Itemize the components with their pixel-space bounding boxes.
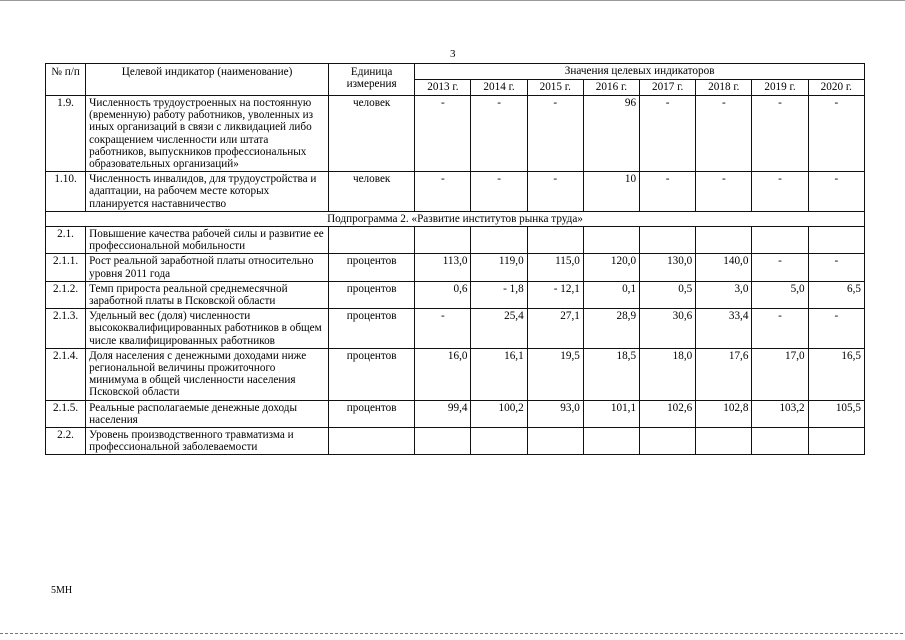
row-number: 2.1.4. [46, 348, 86, 400]
indicator-name: Повышение качества рабочей силы и развитие ее профессиональной мобильности [86, 227, 329, 254]
indicator-value: 10 [583, 172, 639, 212]
scan-edge-bottom [0, 633, 905, 634]
table-row [46, 400, 865, 427]
unit-of-measure: процентов [329, 400, 415, 427]
indicator-value [583, 428, 639, 455]
indicator-name: Рост реальной заработной платы относительно уровня 2011 года [86, 254, 329, 281]
indicator-value [808, 428, 864, 455]
unit-of-measure: человек [329, 96, 415, 172]
indicator-value: 100,2 [471, 400, 527, 427]
indicator-value: - [415, 172, 471, 212]
indicator-value: - [808, 96, 864, 172]
indicator-value: 18,5 [583, 348, 639, 400]
header-unit: Единица измерения [329, 64, 415, 96]
row-number: 1.10. [46, 172, 86, 212]
indicator-value: - [527, 172, 583, 212]
indicator-value: - [752, 309, 808, 349]
indicator-value: 99,4 [415, 400, 471, 427]
scan-edge-top [0, 0, 905, 1]
indicator-value: - [640, 172, 696, 212]
row-number: 2.1. [46, 227, 86, 254]
table-row [46, 96, 865, 172]
indicator-value [415, 227, 471, 254]
indicators-table [45, 63, 865, 455]
indicator-value: 101,1 [583, 400, 639, 427]
section-title: Подпрограмма 2. «Развитие институтов рынка труда» [46, 211, 865, 226]
indicator-value: 6,5 [808, 281, 864, 308]
indicator-value: - [808, 172, 864, 212]
indicator-name: Темп прироста реальной среднемесячной заработной платы в Псковской области [86, 281, 329, 308]
indicator-value: 102,8 [696, 400, 752, 427]
indicator-value: 0,5 [640, 281, 696, 308]
header-num: № п/п [46, 64, 86, 96]
indicator-value: 16,1 [471, 348, 527, 400]
indicator-value: 93,0 [527, 400, 583, 427]
table-row [46, 309, 865, 349]
indicator-value: 102,6 [640, 400, 696, 427]
indicator-value [471, 227, 527, 254]
row-number: 2.1.1. [46, 254, 86, 281]
indicator-value: 0,1 [583, 281, 639, 308]
table-row [46, 254, 865, 281]
indicator-value: 105,5 [808, 400, 864, 427]
header-values: Значения целевых индикаторов [415, 64, 865, 80]
unit-of-measure: человек [329, 172, 415, 212]
indicator-value: - [752, 172, 808, 212]
indicator-value: 3,0 [696, 281, 752, 308]
indicator-name: Удельный вес (доля) численности высококвалифицированных работников в общем числе квалифицированных работников [86, 309, 329, 349]
indicator-value: - [752, 96, 808, 172]
indicator-value: - [808, 254, 864, 281]
indicator-value: - 1,8 [471, 281, 527, 308]
indicator-value: - 12,1 [527, 281, 583, 308]
indicator-value [640, 428, 696, 455]
indicator-value: 113,0 [415, 254, 471, 281]
row-number: 1.9. [46, 96, 86, 172]
row-number: 2.1.2. [46, 281, 86, 308]
indicator-value: 30,6 [640, 309, 696, 349]
indicator-value: 115,0 [527, 254, 583, 281]
indicator-value: 120,0 [583, 254, 639, 281]
page-number: 3 [450, 48, 456, 60]
indicator-value: - [415, 309, 471, 349]
indicator-value: 119,0 [471, 254, 527, 281]
indicator-value [471, 428, 527, 455]
indicator-name: Численность трудоустроенных на постоянную (временную) работу работников, уволенных из иных организаций в связи с ликвидацией либо сокращением численности или штата работников, выпускников профессиональных образовательных организаций» [86, 96, 329, 172]
indicator-value: 5,0 [752, 281, 808, 308]
section-row [46, 211, 865, 226]
table-row [46, 348, 865, 400]
indicator-value: 17,6 [696, 348, 752, 400]
indicator-value: 19,5 [527, 348, 583, 400]
indicator-value: 27,1 [527, 309, 583, 349]
indicator-value [527, 428, 583, 455]
indicator-value: 96 [583, 96, 639, 172]
indicator-value: 25,4 [471, 309, 527, 349]
unit-of-measure: процентов [329, 254, 415, 281]
indicator-value: - [415, 96, 471, 172]
unit-of-measure: процентов [329, 309, 415, 349]
indicator-value [583, 227, 639, 254]
indicator-name: Уровень производственного травматизма и профессиональной заболеваемости [86, 428, 329, 455]
table-row [46, 227, 865, 254]
indicator-value: 18,0 [640, 348, 696, 400]
indicator-value: 16,0 [415, 348, 471, 400]
indicator-name: Реальные располагаемые денежные доходы населения [86, 400, 329, 427]
header-year: 2013 г. [415, 80, 471, 96]
indicator-value: - [696, 96, 752, 172]
indicator-value [808, 227, 864, 254]
header-year: 2016 г. [583, 80, 639, 96]
indicator-value: 130,0 [640, 254, 696, 281]
indicator-value: - [808, 309, 864, 349]
indicator-value: 28,9 [583, 309, 639, 349]
unit-of-measure [329, 428, 415, 455]
header-year: 2020 г. [808, 80, 864, 96]
indicator-name: Численность инвалидов, для трудоустройства и адаптации, на рабочем месте которых планируется наставничество [86, 172, 329, 212]
unit-of-measure [329, 227, 415, 254]
table-row [46, 281, 865, 308]
indicator-value: 17,0 [752, 348, 808, 400]
rows-after-section [46, 227, 865, 455]
indicator-name: Доля населения с денежными доходами ниже региональной величины прожиточного минимума в общей численности населения Псковской области [86, 348, 329, 400]
table-row [46, 172, 865, 212]
indicator-value [527, 227, 583, 254]
indicator-value: - [696, 172, 752, 212]
row-number: 2.1.3. [46, 309, 86, 349]
indicator-value: 140,0 [696, 254, 752, 281]
indicator-value [415, 428, 471, 455]
indicator-value [640, 227, 696, 254]
header-year: 2017 г. [640, 80, 696, 96]
indicator-value: - [471, 172, 527, 212]
section-row-group [46, 211, 865, 226]
indicator-value: - [640, 96, 696, 172]
row-number: 2.2. [46, 428, 86, 455]
indicator-value: 33,4 [696, 309, 752, 349]
indicator-value: 0,6 [415, 281, 471, 308]
unit-of-measure: процентов [329, 348, 415, 400]
unit-of-measure: процентов [329, 281, 415, 308]
header-year: 2018 г. [696, 80, 752, 96]
header-year: 2015 г. [527, 80, 583, 96]
indicator-value: - [471, 96, 527, 172]
row-number: 2.1.5. [46, 400, 86, 427]
header-year: 2014 г. [471, 80, 527, 96]
indicator-value [696, 428, 752, 455]
indicator-value: 103,2 [752, 400, 808, 427]
indicator-value: - [752, 254, 808, 281]
indicator-value [752, 227, 808, 254]
indicator-value [752, 428, 808, 455]
indicator-value [696, 227, 752, 254]
header-year: 2019 г. [752, 80, 808, 96]
indicator-value: - [527, 96, 583, 172]
footer-code: 5МН [51, 585, 73, 596]
indicator-value: 16,5 [808, 348, 864, 400]
header-name: Целевой индикатор (наименование) [86, 64, 329, 96]
table-row [46, 428, 865, 455]
rows-before-section [46, 96, 865, 212]
